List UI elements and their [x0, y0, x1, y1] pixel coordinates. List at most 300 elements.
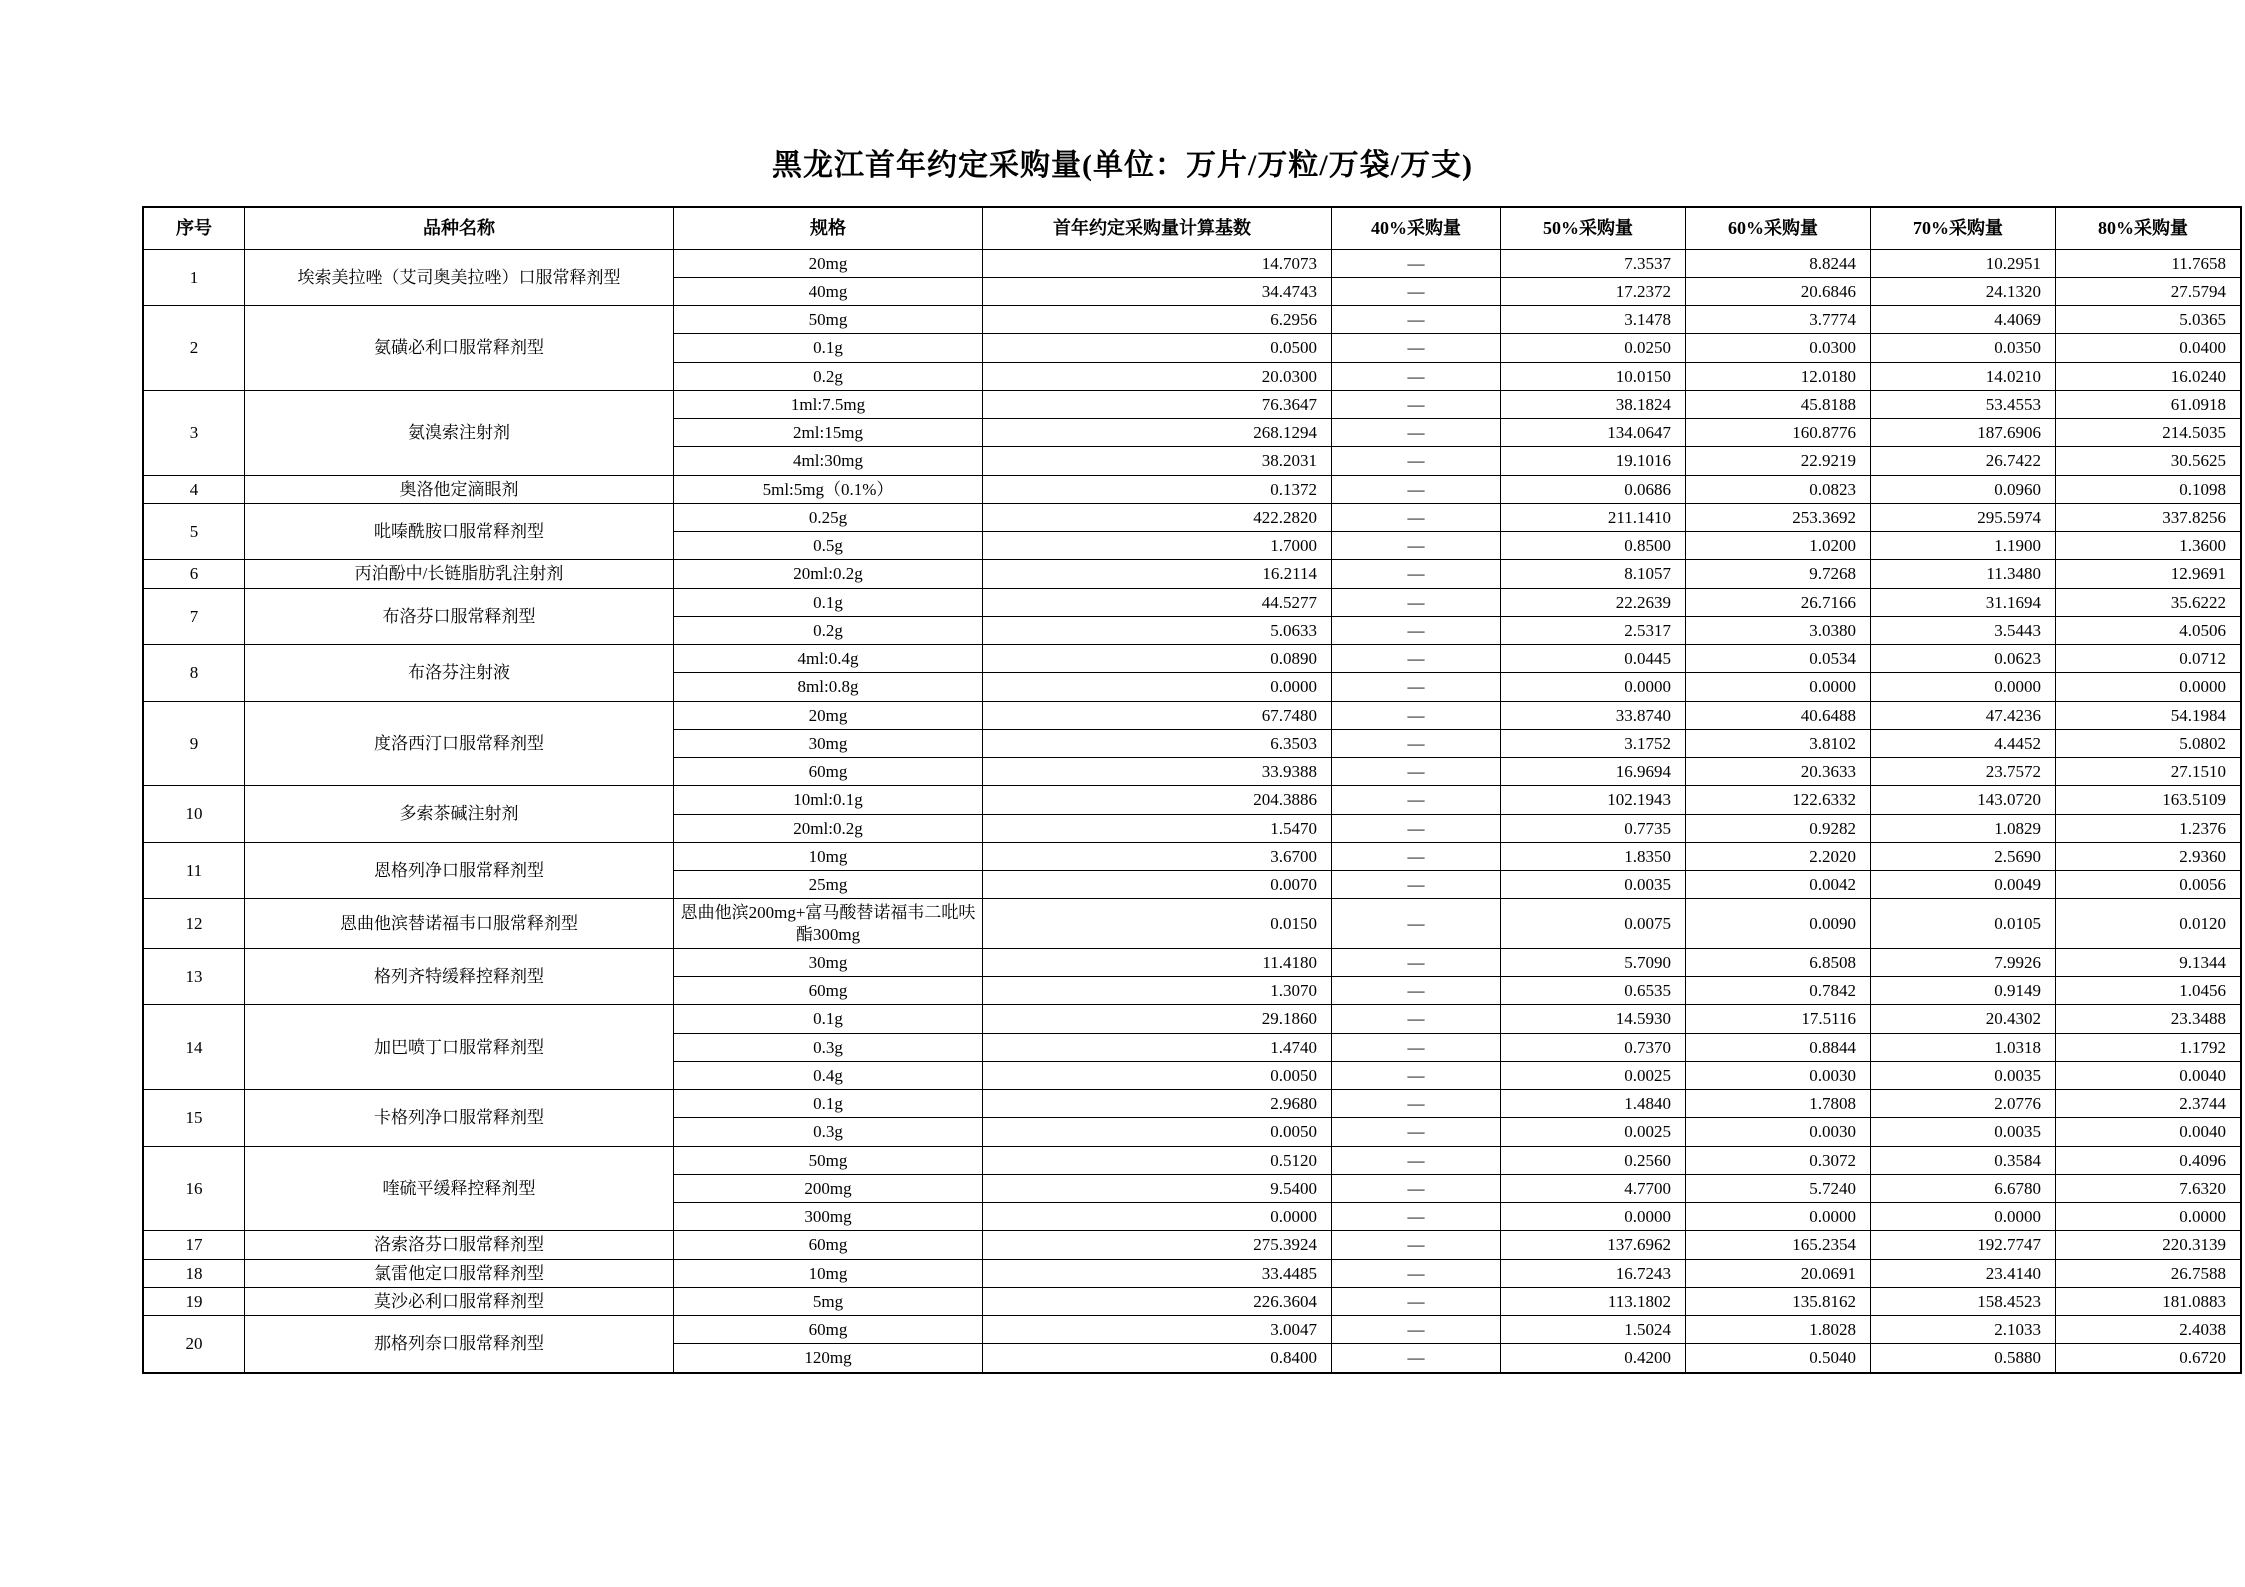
cell-index: 9 [143, 701, 245, 786]
cell-percent-80: 181.0883 [2056, 1287, 2242, 1315]
cell-percent-50: 0.0035 [1501, 871, 1686, 899]
cell-product-name: 喹硫平缓释控释剂型 [245, 1146, 674, 1231]
cell-percent-40: — [1332, 1203, 1501, 1231]
table-row [143, 1090, 2241, 1118]
cell-percent-60: 0.0090 [1686, 899, 1871, 949]
cell-product-name: 多索茶碱注射剂 [245, 786, 674, 843]
cell-percent-70: 0.3584 [1871, 1146, 2056, 1174]
cell-spec: 0.1g [674, 588, 983, 616]
cell-percent-70: 158.4523 [1871, 1287, 2056, 1315]
cell-base-quantity: 29.1860 [983, 1005, 1332, 1033]
cell-percent-60: 0.0042 [1686, 871, 1871, 899]
cell-percent-60: 20.6846 [1686, 277, 1871, 305]
cell-index: 19 [143, 1287, 245, 1315]
cell-spec: 0.3g [674, 1033, 983, 1061]
cell-percent-50: 19.1016 [1501, 447, 1686, 475]
cell-percent-50: 4.7700 [1501, 1174, 1686, 1202]
cell-base-quantity: 0.0070 [983, 871, 1332, 899]
cell-percent-70: 26.7422 [1871, 447, 2056, 475]
cell-percent-80: 23.3488 [2056, 1005, 2242, 1033]
cell-percent-50: 0.0075 [1501, 899, 1686, 949]
cell-percent-80: 0.0000 [2056, 1203, 2242, 1231]
cell-index: 6 [143, 560, 245, 588]
cell-percent-50: 0.0025 [1501, 1118, 1686, 1146]
cell-percent-60: 0.0030 [1686, 1061, 1871, 1089]
cell-base-quantity: 0.0000 [983, 1203, 1332, 1231]
table-row [143, 1146, 2241, 1174]
cell-spec: 8ml:0.8g [674, 673, 983, 701]
cell-percent-40: — [1332, 758, 1501, 786]
cell-base-quantity: 0.0000 [983, 673, 1332, 701]
cell-percent-60: 3.8102 [1686, 729, 1871, 757]
cell-percent-40: — [1332, 842, 1501, 870]
cell-spec: 20mg [674, 701, 983, 729]
table-row [143, 1287, 2241, 1315]
table-row [143, 475, 2241, 503]
table-row [143, 701, 2241, 729]
cell-base-quantity: 1.5470 [983, 814, 1332, 842]
cell-product-name: 奥洛他定滴眼剂 [245, 475, 674, 503]
cell-percent-70: 0.0105 [1871, 899, 2056, 949]
cell-percent-70: 7.9926 [1871, 948, 2056, 976]
cell-percent-80: 35.6222 [2056, 588, 2242, 616]
cell-percent-80: 0.0000 [2056, 673, 2242, 701]
cell-percent-40: — [1332, 1061, 1501, 1089]
cell-spec: 0.1g [674, 334, 983, 362]
cell-percent-70: 2.1033 [1871, 1316, 2056, 1344]
cell-base-quantity: 204.3886 [983, 786, 1332, 814]
cell-spec: 1ml:7.5mg [674, 390, 983, 418]
table-row [143, 899, 2241, 949]
cell-percent-80: 1.2376 [2056, 814, 2242, 842]
table-row [143, 249, 2241, 277]
cell-base-quantity: 16.2114 [983, 560, 1332, 588]
cell-spec: 4ml:0.4g [674, 645, 983, 673]
cell-base-quantity: 1.4740 [983, 1033, 1332, 1061]
cell-spec: 60mg [674, 977, 983, 1005]
cell-index: 10 [143, 786, 245, 843]
cell-base-quantity: 0.1372 [983, 475, 1332, 503]
cell-product-name: 氯雷他定口服常释剂型 [245, 1259, 674, 1287]
cell-spec: 40mg [674, 277, 983, 305]
table-row [143, 390, 2241, 418]
cell-index: 15 [143, 1090, 245, 1147]
cell-base-quantity: 0.0500 [983, 334, 1332, 362]
cell-percent-40: — [1332, 1118, 1501, 1146]
cell-percent-40: — [1332, 1174, 1501, 1202]
cell-percent-60: 5.7240 [1686, 1174, 1871, 1202]
cell-percent-80: 0.0400 [2056, 334, 2242, 362]
page-title: 黑龙江首年约定采购量(单位：万片/万粒/万袋/万支) [772, 149, 1473, 182]
cell-percent-70: 14.0210 [1871, 362, 2056, 390]
cell-product-name: 吡嗪酰胺口服常释剂型 [245, 503, 674, 560]
cell-percent-80: 1.1792 [2056, 1033, 2242, 1061]
cell-index: 13 [143, 948, 245, 1005]
cell-percent-40: — [1332, 249, 1501, 277]
cell-percent-70: 4.4452 [1871, 729, 2056, 757]
cell-percent-50: 0.0025 [1501, 1061, 1686, 1089]
cell-percent-60: 122.6332 [1686, 786, 1871, 814]
cell-percent-40: — [1332, 616, 1501, 644]
cell-percent-60: 0.0534 [1686, 645, 1871, 673]
cell-spec: 300mg [674, 1203, 983, 1231]
cell-index: 2 [143, 306, 245, 391]
cell-percent-50: 14.5930 [1501, 1005, 1686, 1033]
cell-percent-80: 0.0120 [2056, 899, 2242, 949]
cell-percent-40: — [1332, 673, 1501, 701]
cell-percent-80: 0.0040 [2056, 1118, 2242, 1146]
cell-base-quantity: 38.2031 [983, 447, 1332, 475]
cell-percent-40: — [1332, 871, 1501, 899]
cell-percent-40: — [1332, 277, 1501, 305]
cell-spec: 5mg [674, 1287, 983, 1315]
table-container [0, 206, 2245, 1374]
cell-base-quantity: 275.3924 [983, 1231, 1332, 1259]
cell-base-quantity: 33.9388 [983, 758, 1332, 786]
table-body [143, 249, 2241, 1373]
cell-base-quantity: 11.4180 [983, 948, 1332, 976]
cell-percent-70: 31.1694 [1871, 588, 2056, 616]
table-row [143, 948, 2241, 976]
cell-index: 5 [143, 503, 245, 560]
cell-percent-80: 27.1510 [2056, 758, 2242, 786]
cell-percent-70: 47.4236 [1871, 701, 2056, 729]
cell-product-name: 莫沙必利口服常释剂型 [245, 1287, 674, 1315]
cell-percent-50: 0.7735 [1501, 814, 1686, 842]
cell-percent-70: 4.4069 [1871, 306, 2056, 334]
cell-percent-80: 26.7588 [2056, 1259, 2242, 1287]
cell-base-quantity: 3.6700 [983, 842, 1332, 870]
cell-percent-40: — [1332, 1146, 1501, 1174]
column-header-name: 品种名称 [245, 207, 674, 249]
cell-percent-60: 20.0691 [1686, 1259, 1871, 1287]
cell-spec: 60mg [674, 1231, 983, 1259]
column-header-index: 序号 [143, 207, 245, 249]
cell-percent-80: 2.9360 [2056, 842, 2242, 870]
cell-percent-40: — [1332, 786, 1501, 814]
cell-index: 14 [143, 1005, 245, 1090]
cell-index: 18 [143, 1259, 245, 1287]
table-row [143, 1005, 2241, 1033]
cell-product-name: 布洛芬口服常释剂型 [245, 588, 674, 645]
cell-percent-80: 214.5035 [2056, 419, 2242, 447]
cell-percent-70: 0.0350 [1871, 334, 2056, 362]
cell-percent-80: 1.3600 [2056, 532, 2242, 560]
cell-percent-50: 113.1802 [1501, 1287, 1686, 1315]
cell-spec: 2ml:15mg [674, 419, 983, 447]
cell-percent-60: 0.9282 [1686, 814, 1871, 842]
cell-product-name: 卡格列净口服常释剂型 [245, 1090, 674, 1147]
cell-percent-70: 3.5443 [1871, 616, 2056, 644]
cell-percent-60: 0.0030 [1686, 1118, 1871, 1146]
cell-percent-80: 16.0240 [2056, 362, 2242, 390]
cell-spec: 0.25g [674, 503, 983, 531]
cell-percent-50: 8.1057 [1501, 560, 1686, 588]
cell-percent-40: — [1332, 334, 1501, 362]
table-row [143, 1231, 2241, 1259]
cell-spec: 60mg [674, 758, 983, 786]
cell-percent-80: 9.1344 [2056, 948, 2242, 976]
cell-percent-80: 0.6720 [2056, 1344, 2242, 1373]
cell-percent-70: 23.4140 [1871, 1259, 2056, 1287]
cell-percent-50: 134.0647 [1501, 419, 1686, 447]
cell-percent-70: 53.4553 [1871, 390, 2056, 418]
cell-base-quantity: 226.3604 [983, 1287, 1332, 1315]
cell-percent-70: 0.0623 [1871, 645, 2056, 673]
cell-percent-70: 6.6780 [1871, 1174, 2056, 1202]
cell-percent-50: 17.2372 [1501, 277, 1686, 305]
cell-product-name: 丙泊酚中/长链脂肪乳注射剂 [245, 560, 674, 588]
cell-spec: 0.1g [674, 1090, 983, 1118]
cell-percent-70: 10.2951 [1871, 249, 2056, 277]
cell-percent-40: — [1332, 1344, 1501, 1373]
cell-percent-60: 26.7166 [1686, 588, 1871, 616]
cell-percent-50: 0.0445 [1501, 645, 1686, 673]
cell-percent-70: 0.5880 [1871, 1344, 2056, 1373]
cell-percent-40: — [1332, 977, 1501, 1005]
cell-base-quantity: 3.0047 [983, 1316, 1332, 1344]
cell-base-quantity: 20.0300 [983, 362, 1332, 390]
cell-product-name: 格列齐特缓释控释剂型 [245, 948, 674, 1005]
cell-percent-70: 0.0960 [1871, 475, 2056, 503]
cell-percent-60: 45.8188 [1686, 390, 1871, 418]
cell-percent-50: 33.8740 [1501, 701, 1686, 729]
cell-spec: 20ml:0.2g [674, 560, 983, 588]
table-row [143, 786, 2241, 814]
cell-index: 4 [143, 475, 245, 503]
cell-product-name: 恩格列净口服常释剂型 [245, 842, 674, 899]
cell-percent-40: — [1332, 362, 1501, 390]
cell-percent-40: — [1332, 1033, 1501, 1061]
cell-spec: 0.3g [674, 1118, 983, 1146]
cell-percent-60: 12.0180 [1686, 362, 1871, 390]
cell-percent-50: 10.0150 [1501, 362, 1686, 390]
cell-base-quantity: 1.3070 [983, 977, 1332, 1005]
cell-percent-50: 7.3537 [1501, 249, 1686, 277]
column-header-base: 首年约定采购量计算基数 [983, 207, 1332, 249]
cell-percent-50: 0.2560 [1501, 1146, 1686, 1174]
cell-percent-60: 1.7808 [1686, 1090, 1871, 1118]
cell-percent-40: — [1332, 532, 1501, 560]
table-row [143, 842, 2241, 870]
cell-percent-40: — [1332, 645, 1501, 673]
cell-product-name: 氨溴索注射剂 [245, 390, 674, 475]
cell-percent-50: 22.2639 [1501, 588, 1686, 616]
cell-percent-80: 12.9691 [2056, 560, 2242, 588]
cell-percent-70: 0.0000 [1871, 1203, 2056, 1231]
table-row [143, 503, 2241, 531]
cell-percent-50: 2.5317 [1501, 616, 1686, 644]
cell-base-quantity: 14.7073 [983, 249, 1332, 277]
cell-percent-60: 6.8508 [1686, 948, 1871, 976]
cell-spec: 30mg [674, 948, 983, 976]
cell-percent-40: — [1332, 899, 1501, 949]
cell-spec: 200mg [674, 1174, 983, 1202]
cell-index: 12 [143, 899, 245, 949]
cell-spec: 50mg [674, 1146, 983, 1174]
cell-percent-70: 295.5974 [1871, 503, 2056, 531]
cell-percent-80: 337.8256 [2056, 503, 2242, 531]
cell-percent-60: 40.6488 [1686, 701, 1871, 729]
cell-percent-40: — [1332, 503, 1501, 531]
cell-spec: 4ml:30mg [674, 447, 983, 475]
cell-base-quantity: 34.4743 [983, 277, 1332, 305]
table-row [143, 1316, 2241, 1344]
cell-percent-50: 102.1943 [1501, 786, 1686, 814]
cell-base-quantity: 268.1294 [983, 419, 1332, 447]
cell-percent-80: 0.1098 [2056, 475, 2242, 503]
cell-percent-60: 0.8844 [1686, 1033, 1871, 1061]
cell-percent-80: 4.0506 [2056, 616, 2242, 644]
cell-percent-70: 2.0776 [1871, 1090, 2056, 1118]
cell-index: 11 [143, 842, 245, 899]
cell-base-quantity: 0.0150 [983, 899, 1332, 949]
cell-product-name: 埃索美拉唑（艾司奥美拉唑）口服常释剂型 [245, 249, 674, 306]
cell-percent-50: 0.0250 [1501, 334, 1686, 362]
table-header-row [143, 207, 2241, 249]
cell-index: 8 [143, 645, 245, 702]
cell-product-name: 恩曲他滨替诺福韦口服常释剂型 [245, 899, 674, 949]
cell-percent-60: 0.0823 [1686, 475, 1871, 503]
procurement-table [142, 206, 2242, 1374]
cell-percent-60: 1.0200 [1686, 532, 1871, 560]
cell-percent-40: — [1332, 814, 1501, 842]
cell-percent-70: 20.4302 [1871, 1005, 2056, 1033]
cell-spec: 20mg [674, 249, 983, 277]
cell-index: 20 [143, 1316, 245, 1373]
cell-percent-60: 3.7774 [1686, 306, 1871, 334]
cell-percent-60: 17.5116 [1686, 1005, 1871, 1033]
cell-base-quantity: 0.8400 [983, 1344, 1332, 1373]
cell-percent-40: — [1332, 1287, 1501, 1315]
cell-spec: 0.2g [674, 616, 983, 644]
cell-percent-60: 160.8776 [1686, 419, 1871, 447]
column-header-spec: 规格 [674, 207, 983, 249]
cell-spec: 50mg [674, 306, 983, 334]
cell-percent-70: 2.5690 [1871, 842, 2056, 870]
cell-percent-70: 0.0035 [1871, 1061, 2056, 1089]
cell-product-name: 布洛芬注射液 [245, 645, 674, 702]
cell-percent-50: 3.1752 [1501, 729, 1686, 757]
cell-percent-50: 0.0000 [1501, 1203, 1686, 1231]
cell-spec: 0.2g [674, 362, 983, 390]
cell-percent-80: 54.1984 [2056, 701, 2242, 729]
cell-percent-50: 1.8350 [1501, 842, 1686, 870]
cell-percent-80: 220.3139 [2056, 1231, 2242, 1259]
cell-percent-80: 0.0040 [2056, 1061, 2242, 1089]
cell-percent-70: 1.0318 [1871, 1033, 2056, 1061]
cell-percent-80: 5.0365 [2056, 306, 2242, 334]
cell-percent-40: — [1332, 1005, 1501, 1033]
cell-percent-70: 24.1320 [1871, 277, 2056, 305]
cell-percent-70: 187.6906 [1871, 419, 2056, 447]
cell-percent-50: 211.1410 [1501, 503, 1686, 531]
cell-base-quantity: 1.7000 [983, 532, 1332, 560]
cell-percent-70: 192.7747 [1871, 1231, 2056, 1259]
cell-base-quantity: 44.5277 [983, 588, 1332, 616]
cell-spec: 恩曲他滨200mg+富马酸替诺福韦二吡呋酯300mg [674, 899, 983, 949]
cell-spec: 20ml:0.2g [674, 814, 983, 842]
cell-base-quantity: 33.4485 [983, 1259, 1332, 1287]
cell-percent-50: 0.7370 [1501, 1033, 1686, 1061]
cell-percent-80: 30.5625 [2056, 447, 2242, 475]
cell-percent-40: — [1332, 1259, 1501, 1287]
cell-percent-60: 0.7842 [1686, 977, 1871, 1005]
cell-percent-50: 137.6962 [1501, 1231, 1686, 1259]
cell-percent-40: — [1332, 390, 1501, 418]
cell-base-quantity: 6.3503 [983, 729, 1332, 757]
cell-percent-50: 0.0000 [1501, 673, 1686, 701]
cell-percent-80: 0.4096 [2056, 1146, 2242, 1174]
cell-spec: 60mg [674, 1316, 983, 1344]
cell-percent-80: 11.7658 [2056, 249, 2242, 277]
cell-percent-80: 0.0056 [2056, 871, 2242, 899]
cell-percent-60: 0.5040 [1686, 1344, 1871, 1373]
cell-percent-50: 0.4200 [1501, 1344, 1686, 1373]
cell-percent-60: 1.8028 [1686, 1316, 1871, 1344]
cell-percent-40: — [1332, 419, 1501, 447]
cell-percent-50: 0.8500 [1501, 532, 1686, 560]
cell-percent-50: 1.5024 [1501, 1316, 1686, 1344]
cell-percent-50: 3.1478 [1501, 306, 1686, 334]
column-header-p60: 60%采购量 [1686, 207, 1871, 249]
cell-base-quantity: 0.0050 [983, 1061, 1332, 1089]
table-row [143, 306, 2241, 334]
cell-percent-50: 38.1824 [1501, 390, 1686, 418]
table-row [143, 645, 2241, 673]
cell-spec: 0.5g [674, 532, 983, 560]
cell-percent-80: 5.0802 [2056, 729, 2242, 757]
cell-percent-80: 2.4038 [2056, 1316, 2242, 1344]
cell-percent-60: 0.0000 [1686, 1203, 1871, 1231]
cell-spec: 10ml:0.1g [674, 786, 983, 814]
column-header-p70: 70%采购量 [1871, 207, 2056, 249]
cell-percent-60: 0.0000 [1686, 673, 1871, 701]
cell-percent-60: 0.0300 [1686, 334, 1871, 362]
cell-spec: 0.4g [674, 1061, 983, 1089]
table-row [143, 560, 2241, 588]
cell-percent-50: 1.4840 [1501, 1090, 1686, 1118]
cell-base-quantity: 76.3647 [983, 390, 1332, 418]
cell-percent-60: 0.3072 [1686, 1146, 1871, 1174]
cell-index: 7 [143, 588, 245, 645]
cell-product-name: 那格列奈口服常释剂型 [245, 1316, 674, 1373]
cell-percent-50: 16.7243 [1501, 1259, 1686, 1287]
cell-percent-80: 27.5794 [2056, 277, 2242, 305]
cell-percent-50: 0.6535 [1501, 977, 1686, 1005]
table-row [143, 1259, 2241, 1287]
cell-percent-40: — [1332, 1231, 1501, 1259]
cell-percent-70: 0.0035 [1871, 1118, 2056, 1146]
cell-percent-40: — [1332, 588, 1501, 616]
cell-spec: 10mg [674, 1259, 983, 1287]
cell-base-quantity: 0.0890 [983, 645, 1332, 673]
column-header-p50: 50%采购量 [1501, 207, 1686, 249]
cell-percent-80: 1.0456 [2056, 977, 2242, 1005]
cell-spec: 120mg [674, 1344, 983, 1373]
cell-percent-60: 3.0380 [1686, 616, 1871, 644]
cell-percent-50: 0.0686 [1501, 475, 1686, 503]
cell-percent-80: 61.0918 [2056, 390, 2242, 418]
cell-index: 16 [143, 1146, 245, 1231]
cell-percent-40: — [1332, 560, 1501, 588]
cell-spec: 25mg [674, 871, 983, 899]
cell-percent-70: 0.0049 [1871, 871, 2056, 899]
cell-base-quantity: 0.5120 [983, 1146, 1332, 1174]
cell-percent-70: 1.1900 [1871, 532, 2056, 560]
cell-index: 1 [143, 249, 245, 306]
cell-percent-50: 16.9694 [1501, 758, 1686, 786]
